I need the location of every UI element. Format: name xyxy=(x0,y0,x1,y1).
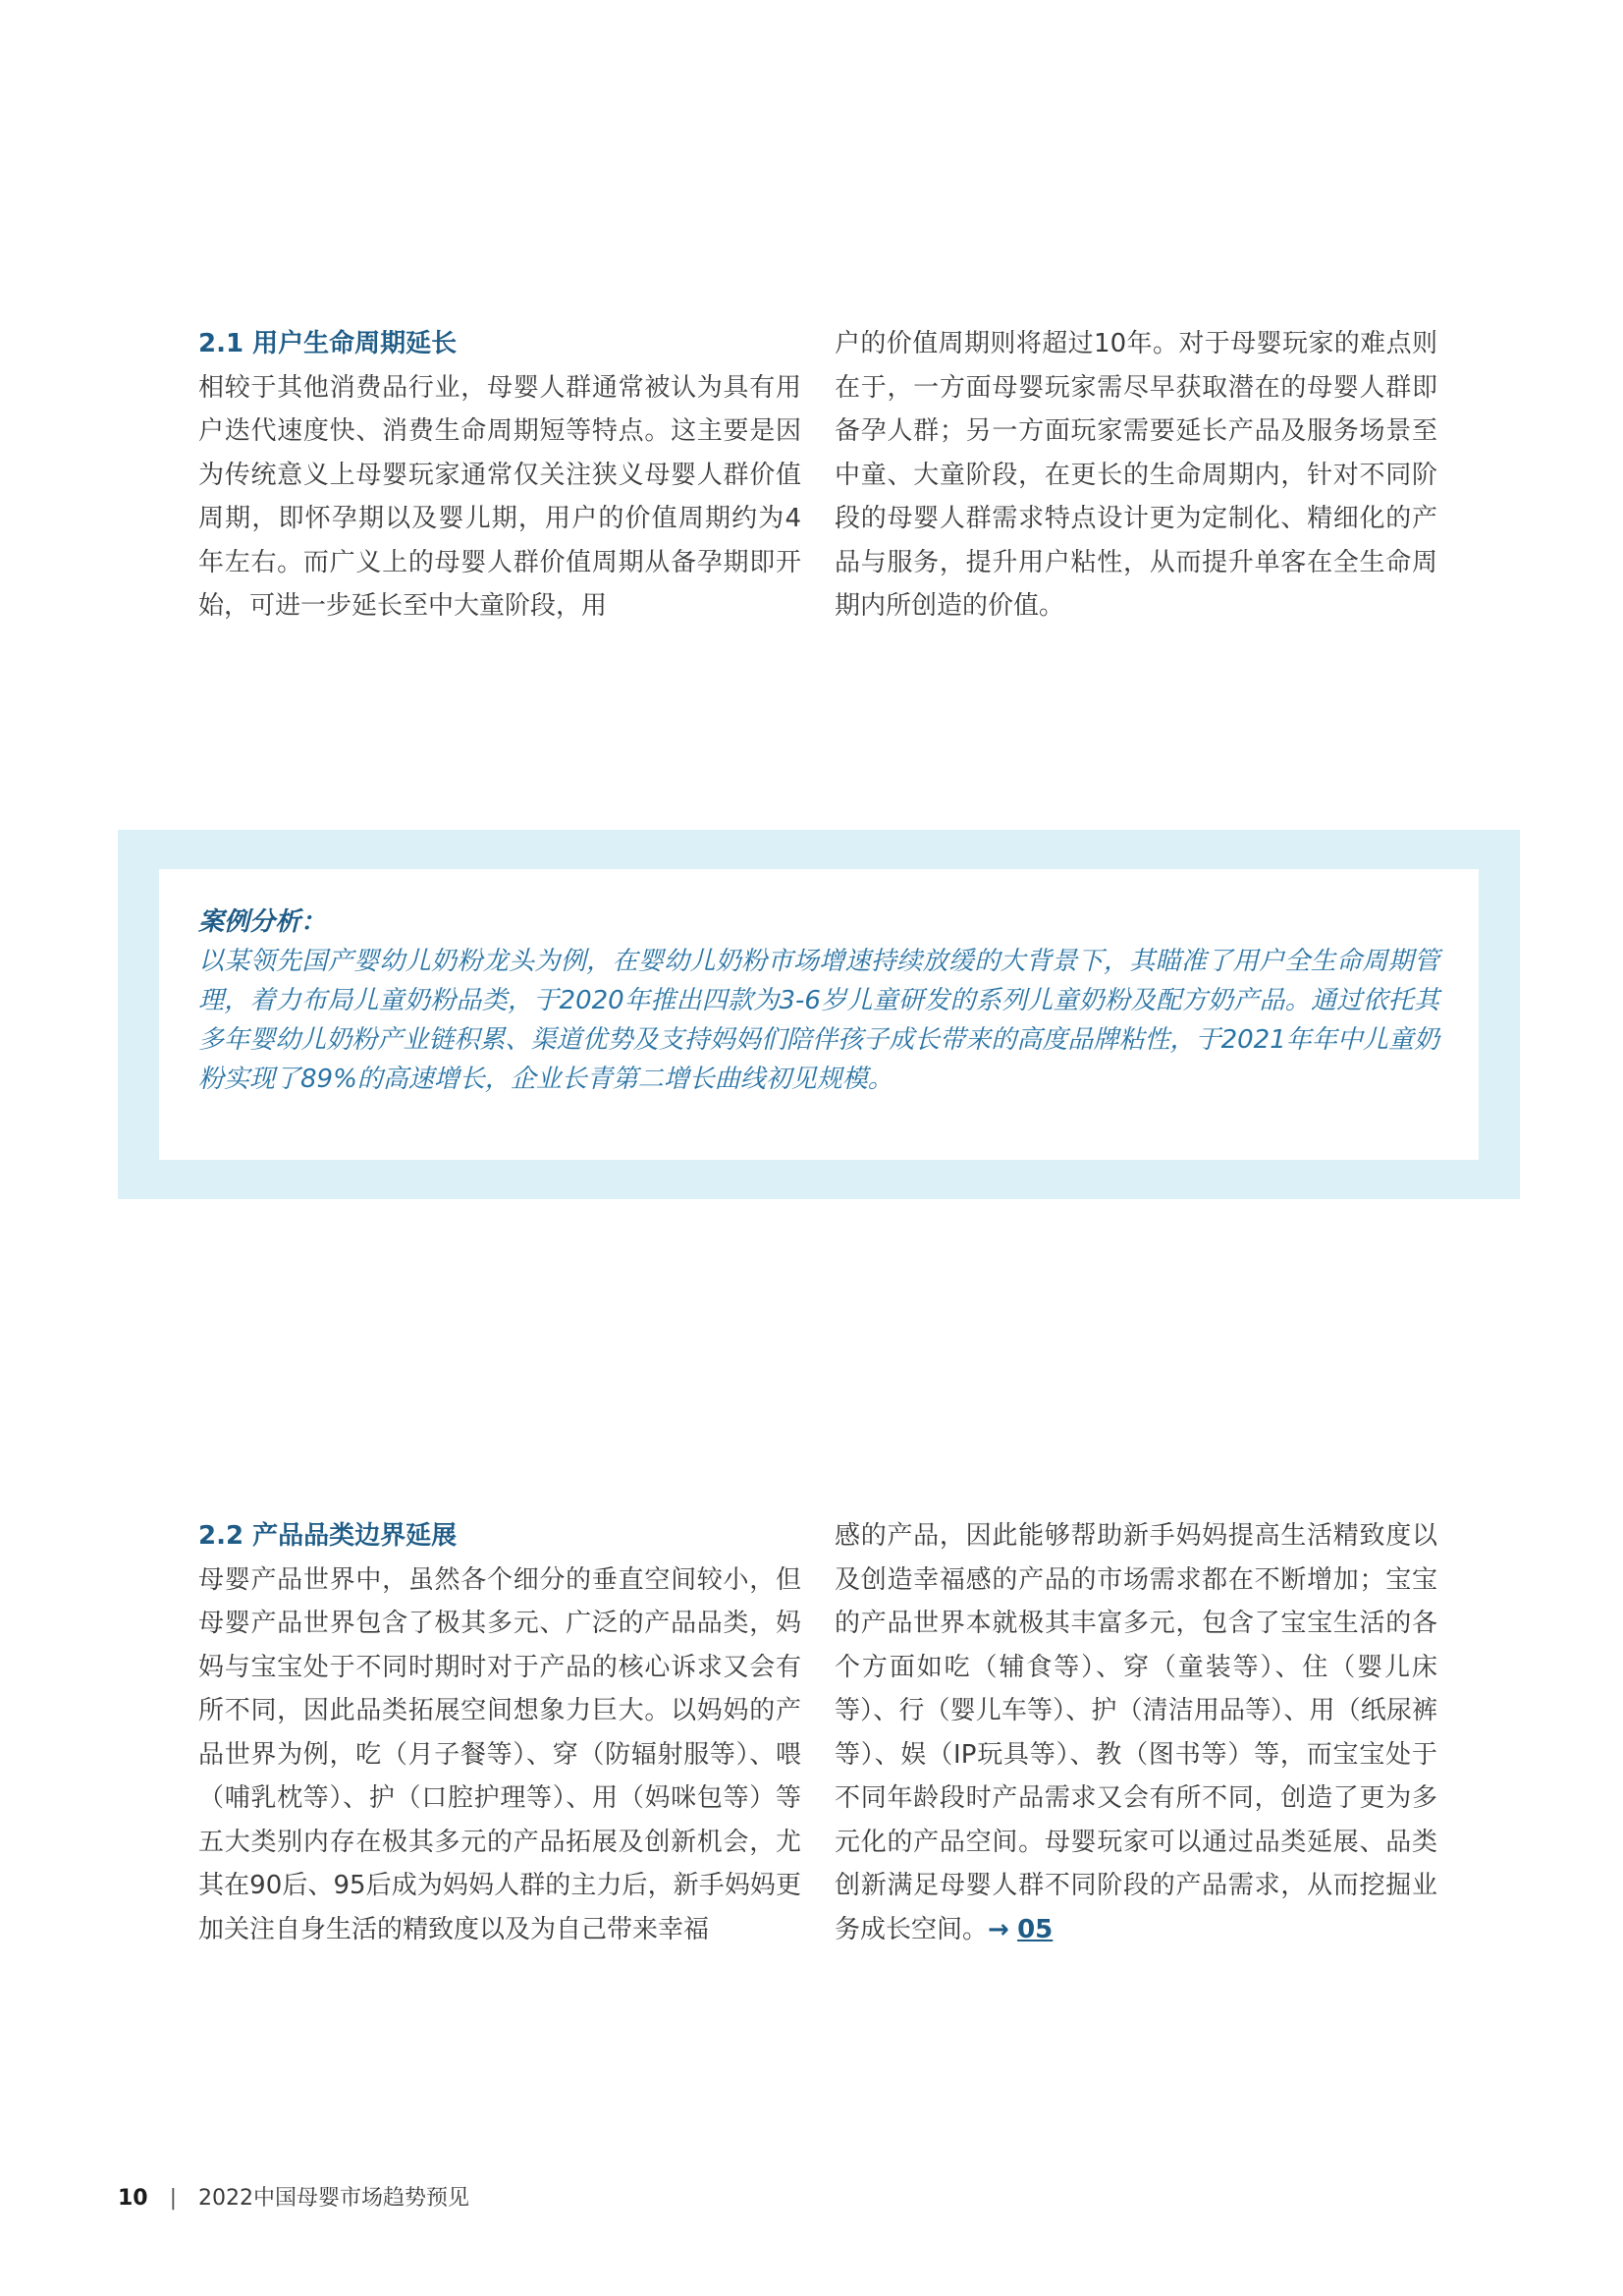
section-2-left-paragraph: 母婴产品世界中，虽然各个细分的垂直空间较小，但母婴产品世界包含了极其多元、广泛的产品品类，妈妈与宝宝处于不同时期时对于产品的核心诉求又会有所不同，因此品类拓展空间想象力巨大。以妈妈的产品世界为例，吃（月子餐等）、穿（防辐射服等）、喂（哺乳枕等）、护（口腔护理等）、用（妈咪包等）等五大类别内存在极其多元的产品拓展及创新机会，尤其在90后、95后成为妈妈人群的主力后，新手妈妈更加关注自身生活的精致度以及为自己带来幸福 xyxy=(198,1564,801,1944)
section-2-right-column xyxy=(835,1514,1437,1951)
arrow-right-icon: → xyxy=(988,1914,1009,1944)
section-2-right-paragraph xyxy=(835,1514,1437,1951)
section-1-left-column xyxy=(198,322,801,629)
case-study-title: 案例分析： xyxy=(198,907,327,937)
section-2-heading: 2.2 产品品类边界延展 xyxy=(198,1521,458,1551)
section-category-extension xyxy=(198,1514,1437,1951)
footer-title: 2022中国母婴市场趋势预见 xyxy=(198,2186,470,2211)
section-2-left-column xyxy=(198,1514,801,1951)
case-study-text: 以某领先国产婴幼儿奶粉龙头为例，在婴幼儿奶粉市场增速持续放缓的大背景下，其瞄准了用户全生命周期管理，着力布局儿童奶粉品类，于2020年推出四款为3-6岁儿童研发的系列儿童奶粉及配方奶产品。通过依托其多年婴幼儿奶粉产业链积累、渠道优势及支持妈妈们陪伴孩子成长带来的高度品牌粘性，于2021年年中儿童奶粉实现了89%的高速增长，企业长青第二增长曲线初见规模。 xyxy=(198,947,1439,1094)
section-1-heading: 2.1 用户生命周期延长 xyxy=(198,329,458,358)
section-user-lifecycle xyxy=(198,322,1437,629)
case-study-box xyxy=(118,830,1520,1199)
section-1-left-paragraph: 相较于其他消费品行业，母婴人群通常被认为具有用户迭代速度快、消费生命周期短等特点。这主要是因为传统意义上母婴玩家通常仅关注狭义母婴人群价值周期，即怀孕期以及婴儿期，用户的价值周期约为4年左右。而广义上的母婴人群价值周期从备孕期即开始，可进一步延长至中大童阶段，用 xyxy=(198,372,801,621)
section-2-right-text: 感的产品，因此能够帮助新手妈妈提高生活精致度以及创造幸福感的产品的市场需求都在不断增加；宝宝的产品世界本就极其丰富多元，包含了宝宝生活的各个方面如吃（辅食等）、穿（童装等）、住（婴儿床等）、行（婴儿车等）、护（清洁用品等）、用（纸尿裤等）、娱（IP玩具等）、教（图书等）等，而宝宝处于不同年龄段时产品需求又会有所不同，创造了更为多元化的产品空间。母婴玩家可以通过品类延展、品类创新满足母婴人群不同阶段的产品需求，从而挖掘业务成长空间。 xyxy=(835,1521,1437,1944)
section-1-right-paragraph: 户的价值周期则将超过10年。对于母婴玩家的难点则在于，一方面母婴玩家需尽早获取潜在的母婴人群即备孕人群；另一方面玩家需要延长产品及服务场景至中童、大童阶段，在更长的生命周期内，针对不同阶段的母婴人群需求特点设计更为定制化、精细化的产品与服务，提升用户粘性，从而提升单客在全生命周期内所创造的价值。 xyxy=(835,329,1437,621)
page-number: 10 xyxy=(118,2186,148,2211)
case-study-inner xyxy=(159,869,1479,1160)
reference-link[interactable]: 05 xyxy=(1017,1914,1054,1944)
footer-divider: | xyxy=(169,2186,178,2211)
page-footer xyxy=(118,2184,469,2214)
section-1-right-column xyxy=(835,322,1437,629)
